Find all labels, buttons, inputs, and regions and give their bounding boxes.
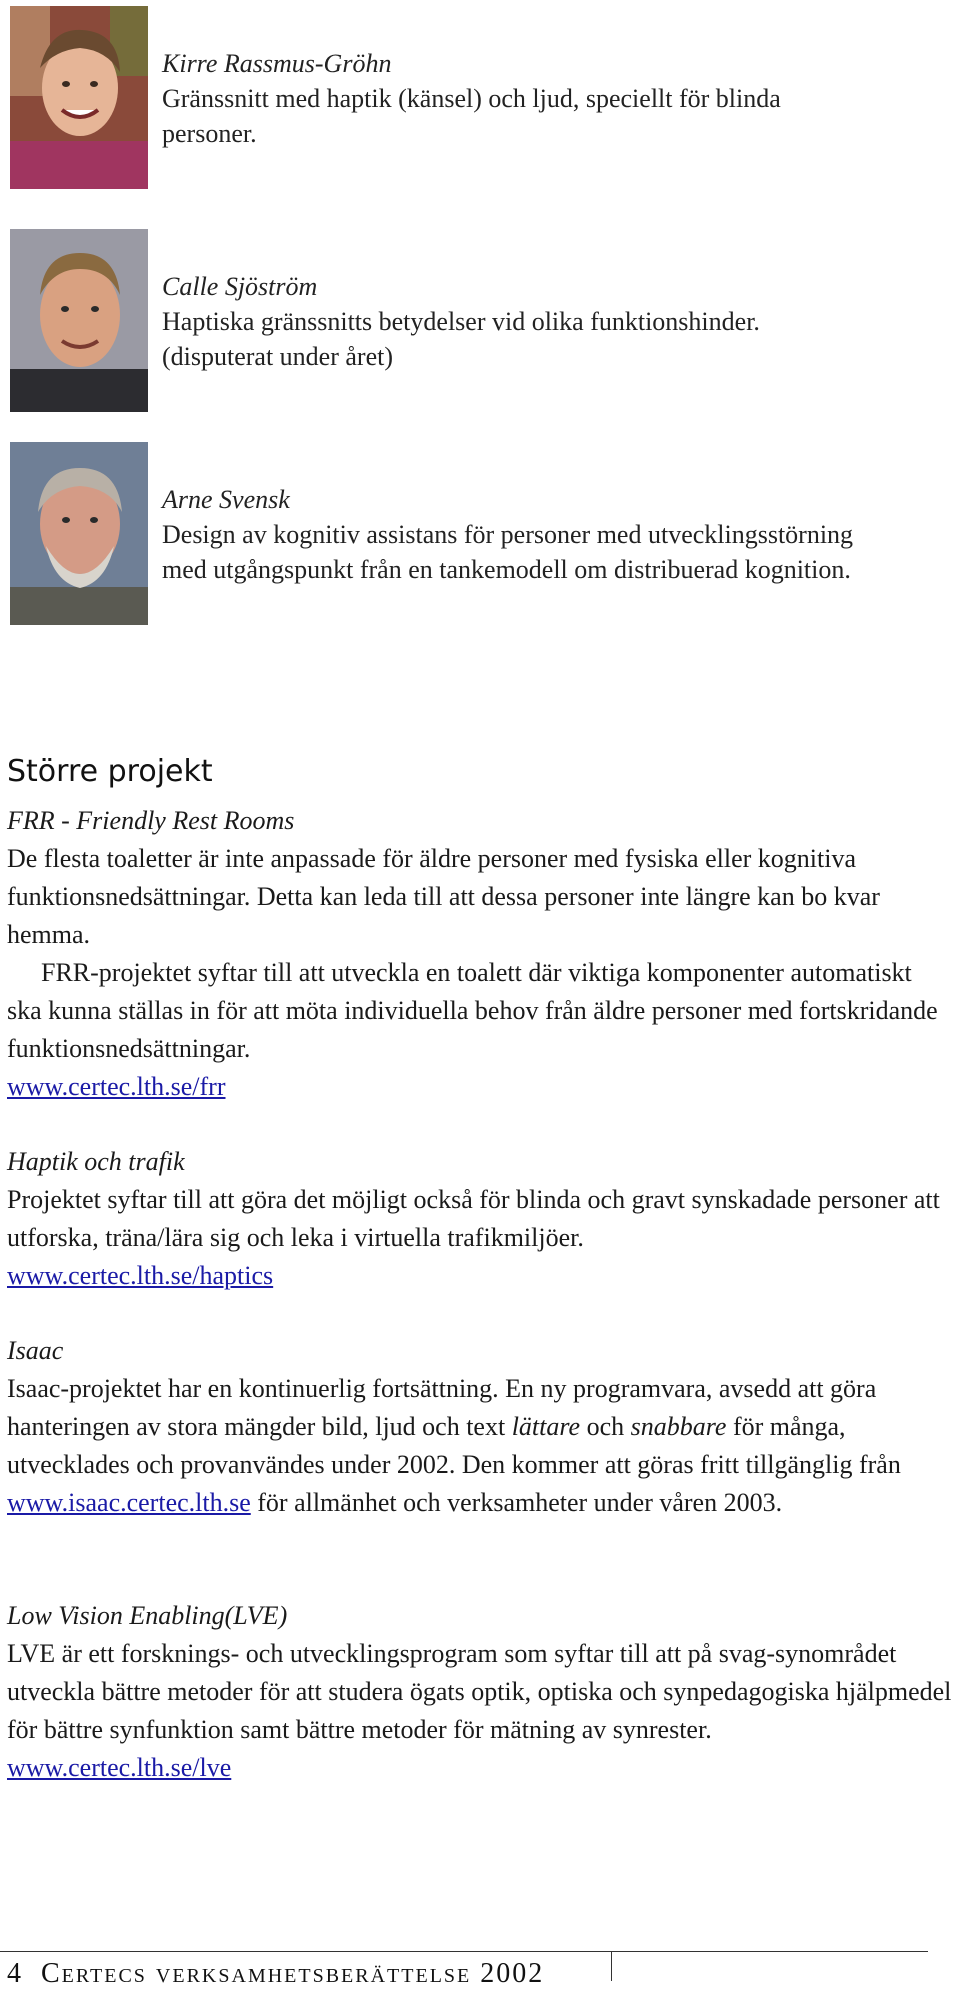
project-paragraph: [7, 1370, 952, 1522]
text-run: Isaac-projektet har en kontinuerlig fortsättning. En ny programvara, avsedd att göra hanteringen av stora mängder bild, ljud och text: [7, 1374, 877, 1441]
project-frr: [7, 802, 952, 1106]
portrait-photo: [10, 229, 148, 412]
person-entry: [8, 6, 948, 191]
project-paragraph: Projektet syftar till att göra det möjligt också för blinda och gravt synskadade personer att utforska, träna/lära sig och leka i virtuella trafikmiljöer.: [7, 1185, 940, 1252]
text-run: för många, utvecklades och provanvändes under 2002. Den kommer att göras fritt tillgänglig från: [7, 1412, 901, 1479]
person-entry: [8, 442, 948, 627]
section-heading: Större projekt: [7, 754, 213, 789]
project-title: Haptik och trafik: [7, 1147, 185, 1176]
person-name: Calle Sjöström: [162, 272, 318, 301]
person-entry: [8, 229, 948, 414]
person-description-line: (disputerat under året): [162, 342, 394, 371]
page-footer: [7, 1956, 544, 1992]
project-haptik-trafik: [7, 1143, 952, 1295]
person-name: Kirre Rassmus-Gröhn: [162, 49, 392, 78]
person-description-line: Gränssnitt med haptik (känsel) och ljud, speciellt för blinda: [162, 84, 781, 113]
person-description-line: Design av kognitiv assistans för personer med utvecklingsstörning: [162, 520, 854, 549]
page-number: 4: [7, 1958, 23, 1989]
person-text: [162, 482, 952, 587]
project-title: FRR - Friendly Rest Rooms: [7, 806, 295, 835]
project-paragraph: De flesta toaletter är inte anpassade för äldre personer med fysiska eller kognitiva funktionsnedsättningar. Detta kan leda till att dessa personer inte längre kan bo kvar hemma.: [7, 844, 880, 949]
footer-divider: [611, 1951, 612, 1981]
portrait-photo: [10, 442, 148, 625]
text-run: och: [580, 1412, 631, 1441]
project-paragraph: FRR-projektet syftar till att utveckla en toalett där viktiga komponenter automatiskt ska kunna ställas in för att möta individuella behov från äldre personer med fortskridande funktionsnedsättningar.: [7, 958, 938, 1063]
person-description-line: Haptiska gränssnitts betydelser vid olika funktionshinder.: [162, 307, 760, 336]
text-run: för allmänhet och verksamheter under våren 2003.: [250, 1488, 783, 1517]
project-link[interactable]: www.isaac.certec.lth.se: [7, 1488, 251, 1517]
emphasis-text: snabbare: [630, 1412, 727, 1441]
person-text: [162, 269, 952, 374]
person-name: Arne Svensk: [162, 485, 290, 514]
project-link[interactable]: www.certec.lth.se/lve: [7, 1753, 232, 1782]
project-isaac: [7, 1332, 952, 1522]
footer-rule: [0, 1951, 928, 1952]
project-link[interactable]: www.certec.lth.se/frr: [7, 1072, 226, 1101]
project-lve: [7, 1597, 952, 1787]
emphasis-text: lättare: [511, 1412, 581, 1441]
project-title: Isaac: [7, 1336, 64, 1365]
project-title: Low Vision Enabling(LVE): [7, 1601, 288, 1630]
portrait-photo: [10, 6, 148, 189]
project-link[interactable]: www.certec.lth.se/haptics: [7, 1261, 274, 1290]
footer-title: Certecs verksamhetsberättelse 2002: [41, 1958, 545, 1989]
person-text: [162, 46, 952, 151]
project-paragraph: LVE är ett forsknings- och utvecklingsprogram som syftar till att på svag-synområdet utveckla bättre metoder för att studera ögats optik, optiska och synpedagogiska hjälpmedel för bättre synfunktion samt bättre metoder för mätning av synrester.: [7, 1639, 952, 1744]
person-description-line: med utgångspunkt från en tankemodell om distribuerad kognition.: [162, 555, 851, 584]
person-description-line: personer.: [162, 119, 257, 148]
